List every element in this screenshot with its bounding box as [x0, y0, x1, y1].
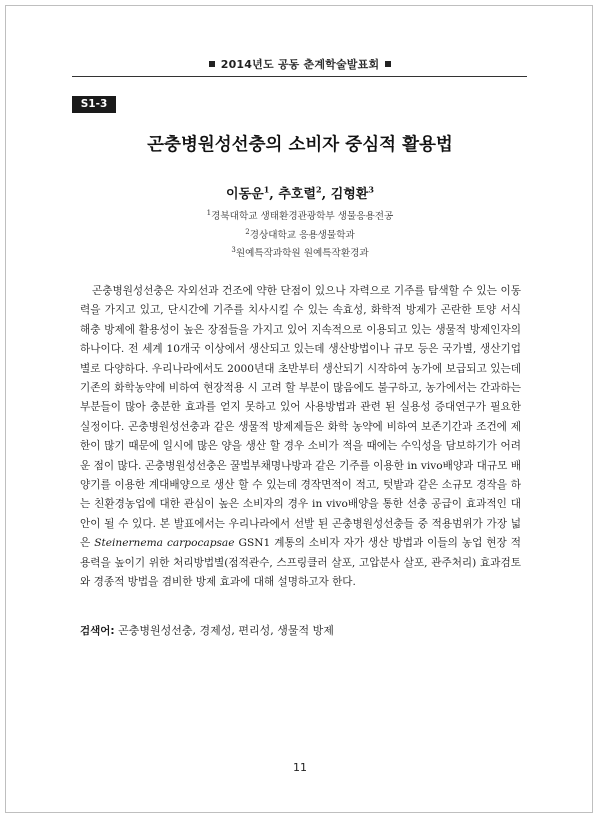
- paper-title: 곤충병원성선충의 소비자 중심적 활용법: [147, 135, 453, 155]
- author-name: 이동운: [226, 187, 264, 202]
- affiliation-list: [0, 206, 600, 262]
- author-name: 김형환: [330, 187, 369, 202]
- abstract-text-part1: 곤충병원성선충은 자외선과 건조에 약한 단점이 있으나 자력으로 기주를 탐색할 수 있는 이동력을 가지고 있고, 단시간에 기주를 치사시킬 수 있는 속효성, 화학적 방제가 곤란한 토양 서식 해충 방제에 활용성이 높은 장점들을 가지고 있어 지속적으로 이용되고 있는 생물적 방제인자의 하나이다. 전 세계 10개국 이상에서 생산되고 있는데 생산방법이나 규모 등은 국가별, 생산기업별로 다양하다. 우리나라에서도 2000년대 초반부터 생산되기 시작하여 농가에 보급되고 있는데 기존의 화학농약에 비하여 현장적용 시 고려 할 부분이 많음에도 불구하고, 농가에서는 간과하는 부분들이 많아 충분한 효과를 얻지 못하고 있어 사용방법과 관련 된 실용성 증대연구가 필요한 실정이다. 곤충병원성선충과 같은 생물적 방제제들은 화학 농약에 비하여 보존기간과 조건에 제한이 많기 때문에 일시에 많은 양을 생산 할 경우 소비가 적을 때에는 수익성을 담보하기가 어려운 점이 많다. 곤충병원성선충은 꿀벌부채명나방과 같은 기주를 이용한 in vivo배양과 대규모 배양기를 이용한 계대배양으로 생산 할 수 있는데 경작면적이 적고, 텃밭과 같은 소규모 경작을 하는 친환경농업에 대한 관심이 높은 소비자의 경우 in vivo배양을 통한 선충 공급이 효과적인 대안이 될 수 있다. 본 발표에서는 우리나라에서 선발 된 곤충병원성선충들 중 적용범위가 가장 넓은: [80, 285, 521, 550]
- conference-title: 2014년도 공동 춘계학술발표회: [220, 58, 380, 71]
- affiliation-mark: 3: [231, 246, 236, 255]
- abstract-body: [80, 282, 521, 593]
- author-list: [0, 183, 600, 202]
- author-affiliation-mark: 2: [316, 184, 322, 195]
- author-affiliation-mark: 3: [368, 184, 374, 195]
- affiliation-line: [0, 243, 600, 262]
- affiliation-mark: 2: [245, 227, 250, 236]
- bullet-square-icon: [209, 61, 215, 67]
- page-number: 11: [293, 761, 307, 774]
- keywords-label: 검색어:: [80, 625, 115, 637]
- species-name: Steinernema carpocapsae: [94, 537, 235, 550]
- affiliation-mark: 1: [206, 209, 212, 217]
- author-separator: ,: [269, 187, 279, 202]
- header-divider: [72, 76, 527, 77]
- conference-header: [0, 56, 600, 72]
- author-name: 추호렬: [278, 187, 317, 202]
- bullet-square-icon: [385, 61, 391, 67]
- abstract-text-part2: GSN1 계통의 소비자 자가 생산 방법과 이들의 농업 현장 적용력을 높이기 위한 처리방법별(점적관수, 스프링클러 살포, 고압분사 살포, 관주처리) 효과검토와 경종적 방법을 겸비한 방제 효과에 대해 설명하고자 한다.: [80, 537, 521, 589]
- affiliation-text: 경북대학교 생태환경관광학부 생물응용전공: [211, 211, 394, 223]
- affiliation-text: 경상대학교 응용생물학과: [249, 229, 355, 241]
- keywords-line: [80, 622, 521, 638]
- author-separator: ,: [321, 187, 331, 202]
- affiliation-line: [0, 225, 600, 244]
- keywords-text: 곤충병원성선충, 경제성, 편리성, 생물적 방제: [118, 624, 334, 637]
- affiliation-text: 원예특작과학원 원예특작환경과: [235, 248, 369, 260]
- author-affiliation-mark: 1: [263, 184, 270, 195]
- affiliation-line: [0, 206, 600, 225]
- session-code-badge: S1-3: [72, 96, 116, 113]
